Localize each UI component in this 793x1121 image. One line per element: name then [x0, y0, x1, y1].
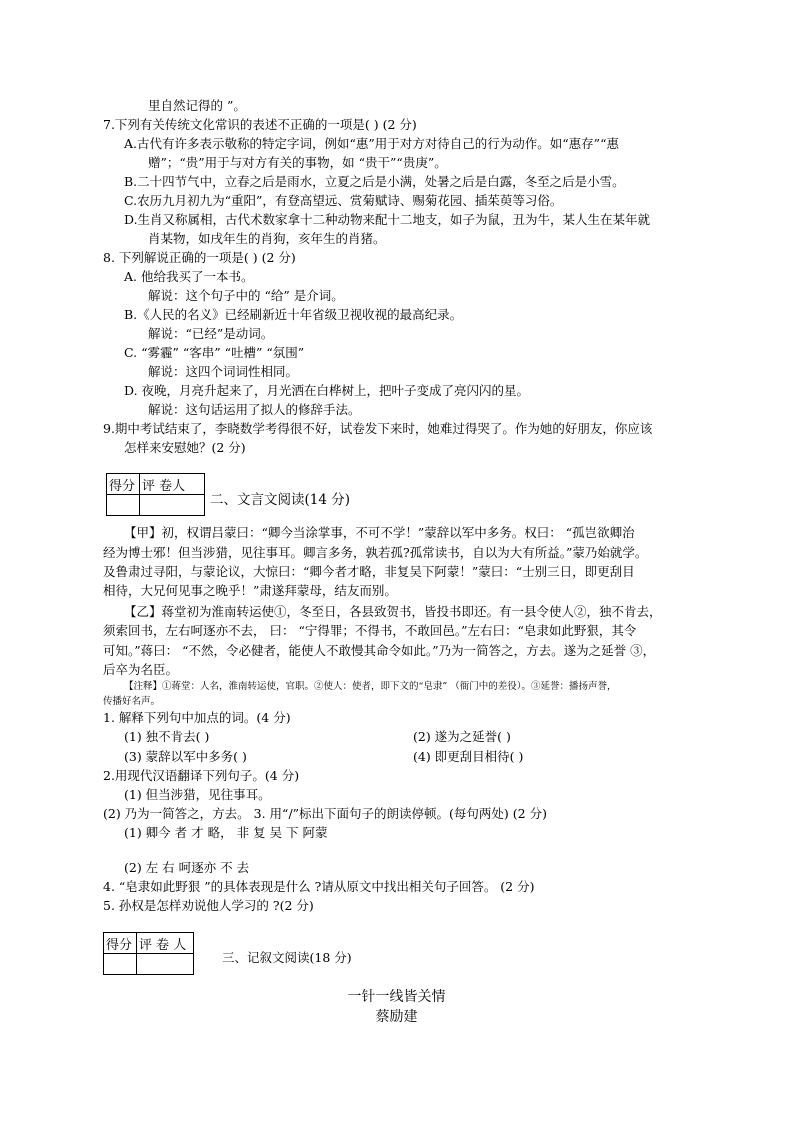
passage-jia-1: 【甲】初，权谓吕蒙曰：“卿今当涂掌事，不可不学！”蒙辞以军中多务。权曰： “孤岂欲卿治: [124, 525, 635, 540]
wq-1: 1. 解释下列句中加点的词。(4 分): [103, 710, 291, 725]
story-author: 蔡励建: [375, 1009, 418, 1025]
wq-2-2: (2) 乃为一简答之，方去。 3. 用“/”标出下面句子的朗读停顿。(每句两处) (2 分): [103, 806, 547, 821]
q8-option-c: C. “雾霾” “客串” “吐槽” “氛围”: [124, 345, 305, 360]
passage-yi-4: 后卒为名臣。: [103, 662, 179, 677]
q7-option-a-2: 赠”；“贵”用于与对方有关的事物，如 “贵干”“贵庚”。: [148, 155, 447, 170]
wq-4: 4. “皂隶如此野狠 ”的具体表现是什么 ?请从原文中找出相关句子回答。 (2 分): [103, 879, 535, 894]
q8-option-d: D. 夜晚，月亮升起来了，月光洒在白桦树上，把叶子变成了亮闪闪的星。: [124, 383, 530, 398]
passage-jia-3: 及鲁肃过寻阳，与蒙论议，大惊曰：“卿今者才略，非复吴下阿蒙！”蒙曰：“士别三日，即更刮目: [103, 564, 635, 579]
wq-1-4: (4) 即更刮目相待( ): [413, 749, 524, 764]
score-label: 得分: [104, 933, 137, 954]
question-7: 7.下列有关传统文化常识的表述不正确的一项是( ) (2 分): [103, 117, 417, 132]
wq-1-1: (1) 独不肯去( ): [124, 729, 210, 744]
wq-3-1: (1) 卿今 者 才 略， 非 复 吴 下 阿蒙: [124, 825, 328, 840]
q7-option-d-1: D.生肖又称属相，古代术数家拿十二种动物来配十二地支，如子为鼠，丑为牛，某人生在某年就: [124, 212, 651, 227]
wq-3-2: (2) 左 右 呵逐亦 不 去: [124, 860, 250, 875]
question-9-line-2: 怎样来安慰她？(2 分): [124, 440, 246, 455]
passage-yi-3: 可知。”蒋曰： “不然，令必健者，能使人不敢慢其命令如此。”乃为一简答之，方去。遂为之延誉 ③，: [103, 643, 656, 658]
score-cell: [104, 954, 137, 975]
passage-yi-1: 【乙】蒋堂初为淮南转运使①，冬至日，各县致贺书，皆投书即还。有一县令使人②，独不肯去，: [124, 604, 662, 619]
wq-1-3: (3) 蒙辞以军中多务( ): [124, 749, 247, 764]
q8-option-a-explain: 解说：这个句子中的 “给” 是介词。: [148, 288, 344, 303]
annotation-2: 传播好名声。: [103, 696, 161, 707]
story-title: 一针一线皆关情: [347, 989, 446, 1005]
q8-option-b-explain: 解说：“已经”是动词。: [148, 326, 274, 341]
score-label: 得分: [107, 474, 140, 495]
score-box-section-3: [103, 932, 194, 975]
q7-option-d-2: 肖某物，如戌年生的肖狗，亥年生的肖猪。: [148, 231, 386, 246]
grader-cell: [137, 954, 194, 975]
wq-1-2: (2) 遂为之延誉( ): [413, 729, 511, 744]
q8-option-c-explain: 解说：这四个词词性相同。: [148, 364, 299, 379]
passage-yi-2: 须索回书，左右呵逐亦不去， 曰： “宁得罪；不得书，不敢回邑。”左右曰：“皂隶如此野狠，其令: [103, 623, 637, 638]
wq-5: 5. 孙权是怎样劝说他人学习的 ?(2 分): [103, 898, 314, 913]
q8-option-b: B.《人民的名义》已经刷新近十年省级卫视收视的最高纪录。: [124, 307, 463, 322]
question-8: 8. 下列解说正确的一项是( ) (2 分): [103, 250, 296, 265]
line-continuation: 里自然记得的 ”。: [148, 98, 246, 113]
passage-jia-2: 经为博士邪！但当涉猎，见往事耳。卿言多务，孰若孤?孤常读书，自以为大有所益。”蒙乃始就学。: [103, 545, 648, 560]
q8-option-d-explain: 解说：这句话运用了拟人的修辞手法。: [148, 402, 361, 417]
wq-2: 2.用现代汉语翻译下列句子。(4 分): [103, 768, 300, 783]
annotation-1: 【注释】①蒋堂：人名，淮南转运使，官职。②使人：使者，即下文的“皂隶” （衙门中的差役）。③延誉：播扬声誉，: [124, 681, 617, 692]
wq-2-1: (1) 但当涉猎，见往事耳。: [124, 787, 271, 802]
grader-cell: [140, 495, 205, 516]
q7-option-c: C.农历九月初九为“重阳”，有登高望远、赏菊赋诗、赐菊花园、插茱萸等习俗。: [124, 193, 563, 208]
passage-jia-4: 相待，大兄何见事之晚乎！”肃遂拜蒙母，结友而别。: [103, 583, 397, 598]
grader-label: 评 卷人: [140, 474, 205, 495]
score-cell: [107, 495, 140, 516]
q7-option-a-1: A.古代有许多表示敬称的特定字词，例如“惠”用于对方对待自己的行为动作。如“惠存”“惠: [124, 136, 619, 151]
section-2-heading: 二、文言文阅读(14 分): [210, 492, 351, 508]
question-9-line-1: 9.期中考试结束了，李晓数学考得很不好，试卷发下来时，她难过得哭了。作为她的好朋友，你应该: [103, 421, 653, 436]
score-box-section-2: [106, 473, 205, 516]
q8-option-a: A. 他给我买了一本书。: [124, 269, 254, 284]
grader-label: 评 卷 人: [137, 933, 194, 954]
q7-option-b: B.二十四节气中，立春之后是雨水，立夏之后是小满，处暑之后是白露，冬至之后是小雪。: [124, 174, 625, 189]
section-3-heading: 三、记叙文阅读(18 分): [222, 950, 352, 965]
